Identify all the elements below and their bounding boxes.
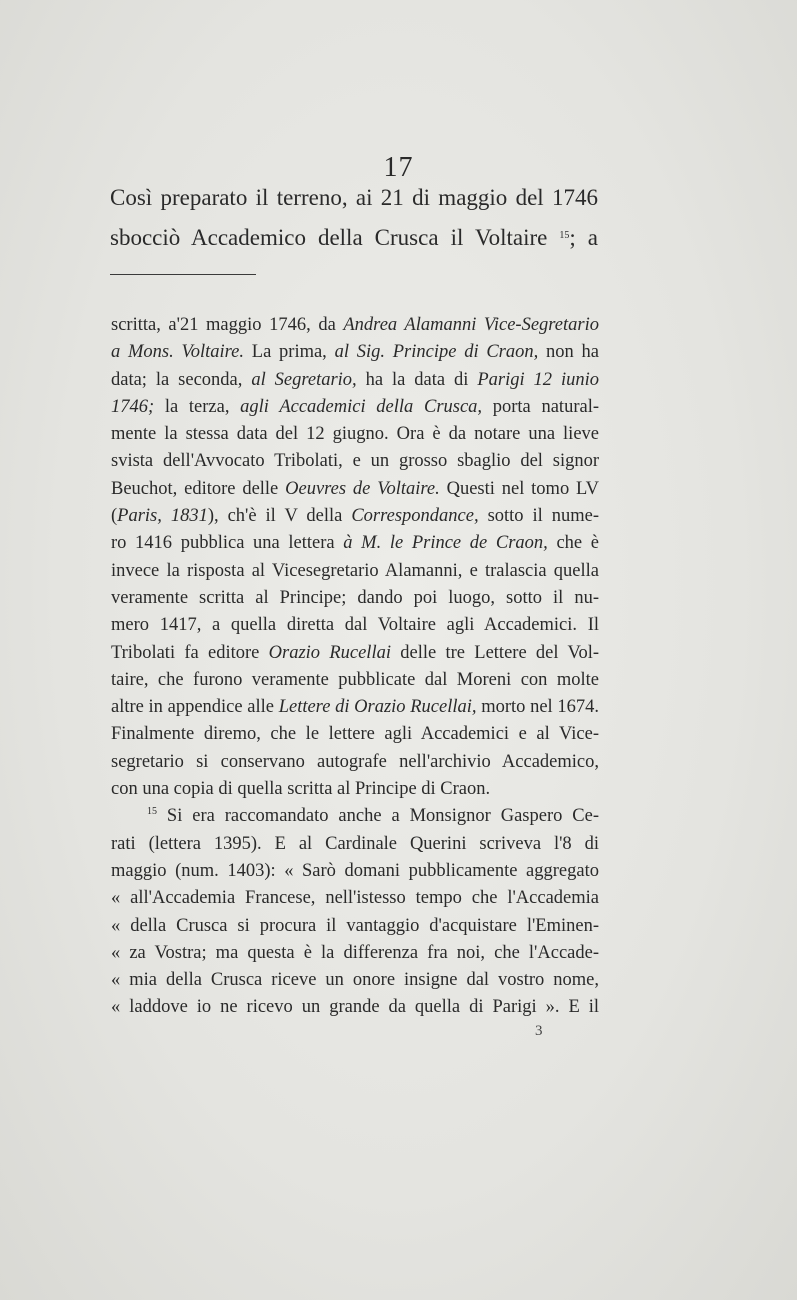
main-text-line xyxy=(110,218,598,258)
footnote-line: « mia della Crusca riceve un onore insigne dal vostro nome, xyxy=(111,970,599,991)
footnote-line: « laddove io ne ricevo un grande da quella di Parigi ». E il xyxy=(111,997,599,1018)
text-run: ; a xyxy=(569,225,598,250)
main-text xyxy=(110,178,598,258)
footnote-line: invece la risposta al Vicesegretario Alamanni, e tralascia quella xyxy=(111,560,599,581)
footnote-line: Tribolati fa editore Orazio Rucellai delle tre Lettere del Vol- xyxy=(111,642,599,663)
footnote-line: segretario si conservano autografe nell'archivio Accademico, xyxy=(111,751,599,772)
footnote-line: Finalmente diremo, che le lettere agli Accademici e al Vice- xyxy=(111,724,599,745)
footnote-line: scritta, a'21 maggio 1746, da Andrea Alamanni Vice-Segretario xyxy=(111,315,599,335)
footnote-line: veramente scritta al Principe; dando poi luogo, sotto il nu- xyxy=(111,587,599,608)
footnote-line: taire, che furono veramente pubblicate dal Moreni con molte xyxy=(111,669,599,690)
footnote-line: « za Vostra; ma questa è la differenza fra noi, che l'Accade- xyxy=(111,942,599,963)
footnote-line: « della Crusca si procura il vantaggio d'acquistare l'Eminen- xyxy=(111,915,599,936)
text-run: sbocciò Accademico della Crusca il Voltaire xyxy=(110,225,560,250)
page-number: 17 xyxy=(383,152,414,183)
footnote-line: ro 1416 pubblica una lettera à M. le Prince de Craon, che è xyxy=(111,533,599,554)
footnote-line: $^{15}$ Si era raccomandato anche a Monsignor Gaspero Ce- xyxy=(147,806,599,827)
main-text-line: Così preparato il terreno, ai 21 di maggio del 1746 xyxy=(110,185,598,210)
footnote-line: (Paris, 1831), ch'è il V della Correspondance, sotto il nume- xyxy=(111,506,599,527)
footnote-line: a Mons. Voltaire. La prima, al Sig. Principe di Craon, non ha xyxy=(111,342,599,363)
footnote-line: con una copia di quella scritta al Principe di Craon. xyxy=(111,779,491,800)
footnote-line: mente la stessa data del 12 giugno. Ora è da notare una lieve xyxy=(111,424,599,445)
footnote-line: svista dell'Avvocato Tribolati, e un grosso sbaglio del signor xyxy=(111,451,599,472)
footnote-line: altre in appendice alle Lettere di Orazio Rucellai, morto nel 1674. xyxy=(111,697,599,718)
footnote-number: 15 xyxy=(147,806,157,818)
footnote-line: data; la seconda, al Segretario, ha la data di Parigi 12 iunio xyxy=(111,369,599,390)
footnote-line: rati (lettera 1395). E al Cardinale Querini scriveva l'8 di xyxy=(111,833,599,854)
signature-mark: 3 xyxy=(535,1023,543,1039)
footnote-line: mero 1417, a quella diretta dal Voltaire agli Accademici. Il xyxy=(111,615,599,636)
footnote-line: « all'Accademia Francese, nell'istesso tempo che l'Accademia xyxy=(111,888,599,909)
footnote-ref: 15 xyxy=(559,230,570,241)
footnote-divider xyxy=(110,274,256,275)
footnotes xyxy=(111,312,599,1022)
footnote-line: 1746; la terza, agli Accademici della Crusca, porta natural- xyxy=(111,396,599,417)
footnote-line: maggio (num. 1403): « Sarò domani pubblicamente aggregato xyxy=(111,860,599,881)
footnote-line: Beuchot, editore delle Oeuvres de Voltaire. Questi nel tomo LV xyxy=(111,478,599,499)
